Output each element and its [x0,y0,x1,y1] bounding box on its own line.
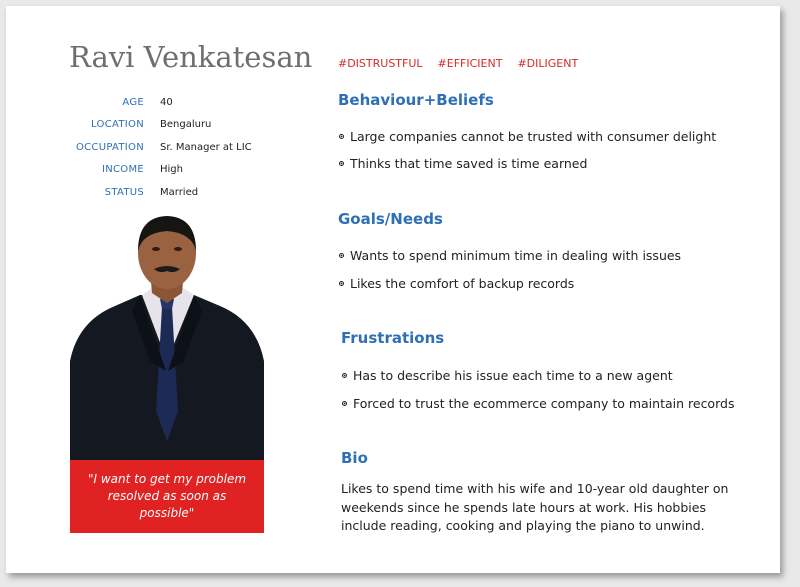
tag: #DISTRUSTFUL [338,57,423,70]
bullet-icon [339,161,344,166]
tag: #EFFICIENT [437,57,503,70]
list-item-text: Wants to spend minimum time in dealing with issues [350,248,682,263]
info-value: Married [160,186,199,198]
bullet-icon [342,401,347,406]
info-row-age [64,91,252,114]
info-row-status [64,181,252,204]
tag: #DILIGENT [517,57,579,70]
persona-photo [70,211,264,460]
list-item-text: Large companies cannot be trusted with consumer delight [350,129,717,144]
bullet-icon [342,373,347,378]
section-title-frustrations: Frustrations [341,329,445,347]
section-title-bio: Bio [341,449,368,467]
persona-tags [338,57,578,70]
section-title-behaviour: Behaviour+Beliefs [338,91,494,109]
persona-info [64,91,252,204]
list-item [339,129,716,144]
list-item-text: Thinks that time saved is time earned [350,156,588,171]
info-value: 40 [160,96,173,108]
list-item [339,276,574,291]
list-item-text: Has to describe his issue each time to a new agent [353,368,673,383]
bio-text: Likes to spend time with his wife and 10-year old daughter on weekends since he spends late hours at work. His hobbies include reading, cooking and playing the piano to unwind. [341,481,729,533]
list-item-text: Forced to trust the ecommerce company to maintain records [353,396,735,411]
section-title-goals: Goals/Needs [338,210,443,228]
persona-quote: "I want to get my problem resolved as soon as possible" [70,460,264,533]
info-label: INCOME [101,164,144,176]
bullet-icon [339,134,344,139]
info-label: OCCUPATION [75,141,144,153]
list-item [339,156,587,171]
info-value: Bengaluru [160,119,212,131]
list-item [339,248,681,263]
info-label: LOCATION [91,119,144,131]
portrait-illustration [70,211,264,460]
persona-name: Ravi Venkatesan [69,40,313,74]
info-label: AGE [122,96,144,108]
list-item-text: Likes the comfort of backup records [350,276,575,291]
bullet-icon [339,253,344,258]
list-item [342,368,673,383]
list-item [342,396,734,411]
bullet-icon [339,281,344,286]
info-value: Sr. Manager at LIC [160,141,252,153]
info-value: High [160,164,183,176]
info-row-location [64,114,252,137]
info-row-income [64,159,252,182]
info-row-occupation [64,136,252,159]
info-label: STATUS [104,186,144,198]
